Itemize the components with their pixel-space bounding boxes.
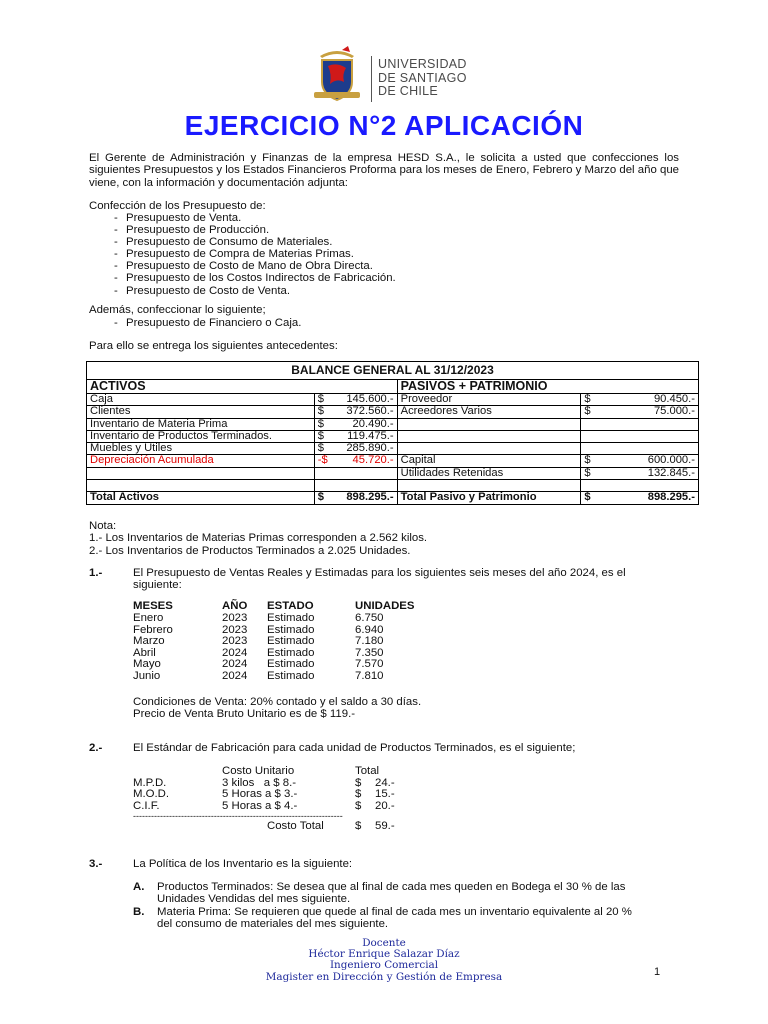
page-number: 1: [654, 966, 661, 978]
policy-b-letter: B.: [133, 906, 145, 918]
list-item: - Presupuesto de Venta.: [114, 212, 242, 224]
list-item: - Presupuesto de Consumo de Materiales.: [114, 236, 333, 249]
table-row: Junio 2024 Estimado 7.810: [133, 669, 384, 682]
activos-header: ACTIVOS: [87, 380, 398, 394]
table-row: Muebles y Utiles $ 285.890.-: [87, 443, 699, 455]
footer-line: Héctor Enrique Salazar Díaz: [308, 948, 460, 961]
page-title: EJERCICIO N°2 APLICACIÓN: [184, 110, 584, 141]
sales-header-row: MESES AÑO ESTADO UNIDADES: [133, 600, 415, 612]
footer-line: Ingeniero Comercial: [329, 959, 439, 972]
cost-total-row: Costo Total $ 59.-: [267, 820, 395, 833]
table-row: Abril 2024 Estimado 7.350: [133, 646, 384, 659]
nota-block: [89, 520, 427, 557]
intro-paragraph: El Gerente de Administración y Finanzas de la empresa HESD S.A., le solicita a usted que confecciones los siguientes Presupuestos y los Estados Financieros Proforma para los meses de Enero, Febrero y Marzo del año que viene, con la información y documentación adjunta:: [89, 152, 679, 189]
standard-cost-table: [133, 766, 433, 838]
table-row: C.I.F. 5 Horas a $ 4.- $ 20.-: [133, 799, 395, 812]
list-item: - Presupuesto de los Costos Indirectos de Fabricación.: [114, 272, 396, 285]
policy-a-letter: A.: [133, 881, 145, 893]
university-line-2: DE SANTIAGO: [378, 70, 467, 85]
sales-conditions: Condiciones de Venta: 20% contado y el saldo a 30 días. Precio de Venta Bruto Unitario es de $ 119.-: [133, 696, 422, 721]
pasivos-header: PASIVOS + PATRIMONIO: [397, 380, 698, 394]
section-2-number: 2.-: [89, 742, 103, 754]
budgets-heading: Confección de los Presupuesto de:: [89, 200, 266, 212]
balance-table: [86, 361, 699, 505]
nota-heading: Nota:: [89, 520, 117, 532]
list-item: - Presupuesto de Producción.: [114, 224, 270, 237]
list-item: - Presupuesto de Costo de Venta.: [114, 284, 291, 297]
also-list: [114, 317, 301, 329]
section-1-number: 1.-: [89, 567, 103, 579]
table-row: Marzo 2023 Estimado 7.180: [133, 635, 384, 648]
university-crest-icon: [306, 44, 368, 106]
totals-row: Total Activos $ 898.295.- Total Pasivo y Patrimonio $ 898.295.-: [87, 492, 699, 504]
table-row: Utilidades Retenidas $ 132.845.-: [87, 467, 699, 479]
policy-a-text: Productos Terminados: Se desea que al final de cada mes queden en Bodega el 30 % de las Unidades Vendidas del mes siguiente.: [157, 881, 626, 906]
table-row: Mayo 2024 Estimado 7.570: [133, 658, 384, 671]
table-row: Clientes $ 372.560.- Acreedores Varios $ 75.000.-: [87, 406, 699, 418]
table-row: Enero 2023 Estimado 6.750: [133, 612, 384, 624]
budgets-list: [114, 212, 396, 297]
table-row: [87, 480, 699, 492]
section-2-text: El Estándar de Fabricación para cada unidad de Productos Terminados, es el siguiente;: [133, 742, 576, 754]
university-name: [378, 58, 467, 99]
list-item: - Presupuesto de Costo de Mano de Obra Directa.: [114, 260, 373, 273]
nota-item: 1.- Los Inventarios de Materias Primas corresponden a 2.562 kilos.: [89, 532, 428, 545]
cost-header-row: Costo Unitario Total: [222, 765, 380, 777]
list-item: - Presupuesto de Compra de Materias Primas.: [114, 248, 354, 261]
antecedentes-text: Para ello se entrega los siguientes antecedentes:: [89, 340, 338, 352]
university-line-3: DE CHILE: [378, 84, 439, 98]
section-3-number: 3.-: [89, 858, 103, 870]
policy-b-text: Materia Prima: Se requieren que quede al final de cada mes un inventario equivalente al 20 % del consumo de materiales del mes siguiente.: [157, 906, 632, 931]
footer-line: Magister en Dirección y Gestión de Empresa: [265, 970, 503, 983]
table-row: M.O.D. 5 Horas a $ 3.- $ 15.-: [133, 788, 395, 801]
logo-separator: [371, 56, 372, 102]
section-1-text: El Presupuesto de Ventas Reales y Estimadas para los siguientes seis meses del año 2024, es el siguiente:: [133, 567, 626, 592]
table-row: Caja $ 145.600.- Proveedor $ 90.450.-: [87, 394, 699, 406]
footer-signature: [0, 938, 768, 983]
university-line-1: UNIVERSIDAD: [378, 57, 467, 71]
list-item: - Presupuesto de Financiero o Caja.: [114, 317, 302, 329]
table-row: Inventario de Productos Terminados. $ 119.475.-: [87, 430, 699, 442]
table-row: Depreciación Acumulada -$ 45.720.- Capital $ 600.000.-: [87, 455, 699, 467]
table-row: Febrero 2023 Estimado 6.940: [133, 623, 384, 636]
footer-line: Docente: [362, 937, 406, 949]
table-row: M.P.D. 3 kilos a $ 8.- $ 24.-: [133, 776, 395, 789]
nota-item: 2.- Los Inventarios de Productos Terminados a 2.025 Unidades.: [89, 544, 411, 557]
sales-table: [133, 601, 453, 687]
section-3-text: La Política de los Inventario es la siguiente:: [133, 858, 353, 870]
table-row: Inventario de Materia Prima $ 20.490.-: [87, 418, 699, 430]
balance-title: BALANCE GENERAL AL 31/12/2023: [87, 362, 699, 380]
also-heading: Además, confeccionar lo siguiente;: [89, 304, 266, 316]
cost-separator: ----------------------------------------------------------------------: [133, 812, 343, 822]
